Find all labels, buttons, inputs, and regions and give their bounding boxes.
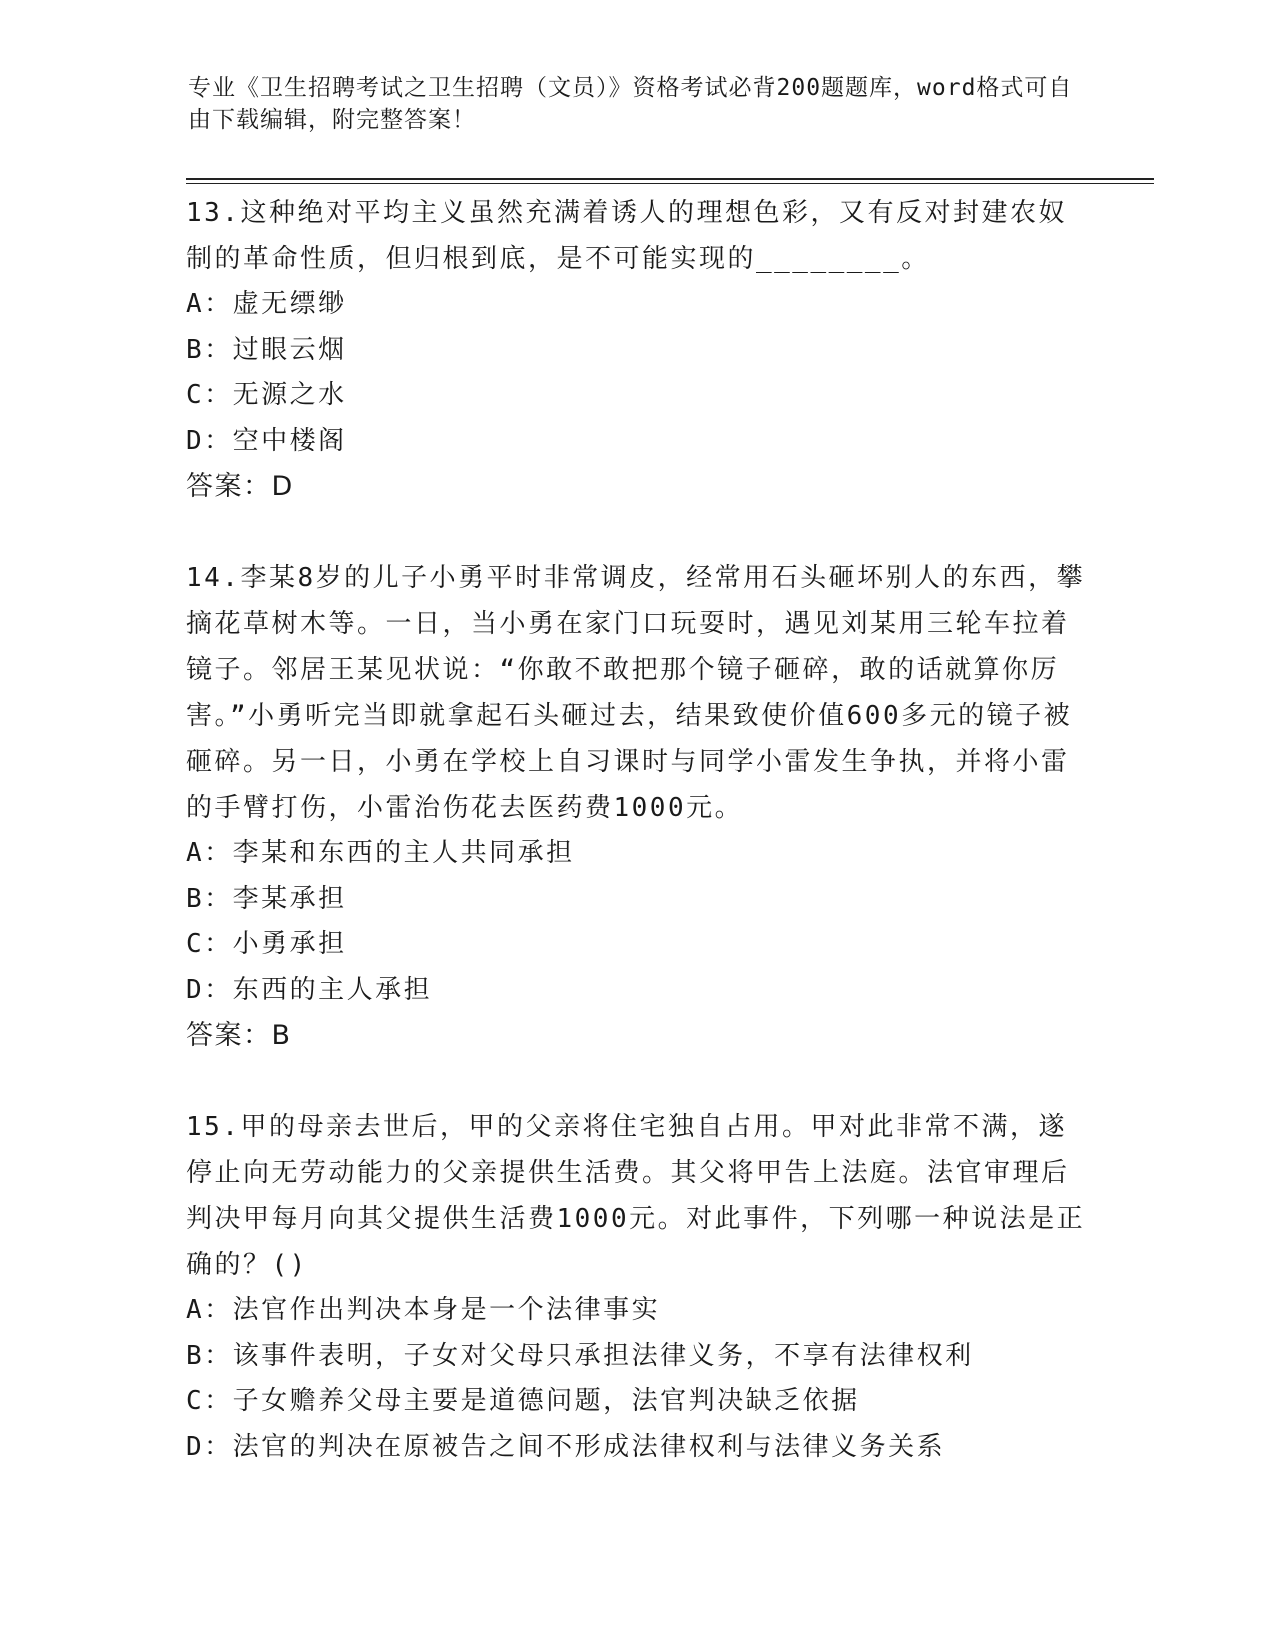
option-d: D：空中楼阁 <box>186 425 347 456</box>
option-a: A：法官作出判决本身是一个法律事实 <box>186 1295 661 1325</box>
option-d: D：法官的判决在原被告之间不形成法律权利与法律义务关系 <box>186 1431 946 1462</box>
option-c: C：无源之水 <box>186 380 347 410</box>
question-stem: 13.这种绝对平均主义虽然充满着诱人的理想色彩，又有反对封建农奴制的革命性质，但归根到底，是不可能实现的________。 <box>186 198 1067 274</box>
question-stem: 15.甲的母亲去世后，甲的父亲将住宅独自占用。甲对此非常不满，遂停止向无劳动能力的父亲提供生活费。其父将甲告上法庭。法官审理后判决甲每月向其父提供生活费1000元。对此事件，下列哪一种说法是正确的？() <box>186 1112 1086 1280</box>
option-b: B：该事件表明，子女对父母只承担法律义务，不享有法律权利 <box>186 1340 974 1371</box>
option-a: A：虚无缥缈 <box>186 289 347 319</box>
option-a: A：李某和东西的主人共同承担 <box>186 838 575 868</box>
answer-line: 答案：D <box>186 471 294 502</box>
document-header: 专业《卫生招聘考试之卫生招聘（文员）》资格考试必背200题题库，word格式可自由下载编辑，附完整答案！ <box>188 75 1073 133</box>
question-stem: 14.李某8岁的儿子小勇平时非常调皮，经常用石头砸坏别人的东西，攀摘花草树木等。一日，当小勇在家门口玩耍时，遇见刘某用三轮车拉着镜子。邻居王某见状说：“你敢不敢把那个镜子砸碎，敢的话就算你厉害。”小勇听完当即就拿起石头砸过去，结果致使价值600多元的镜子被砸碎。另一日，小勇在学校上自习课时与同学小雷发生争执，并将小雷的手臂打伤，小雷治伤花去医药费1000元。 <box>186 563 1086 823</box>
option-c: C：小勇承担 <box>186 929 347 959</box>
question-14 <box>186 555 1086 1059</box>
option-c: C：子女赡养父母主要是道德问题，法官判决缺乏依据 <box>186 1386 860 1416</box>
header-divider <box>186 178 1154 184</box>
question-15 <box>186 1104 1086 1470</box>
answer-line: 答案：B <box>186 1020 292 1051</box>
question-13 <box>186 190 1086 510</box>
option-b: B：李某承担 <box>186 883 347 914</box>
question-list <box>186 190 1086 1515</box>
option-d: D：东西的主人承担 <box>186 974 433 1005</box>
option-b: B：过眼云烟 <box>186 334 347 365</box>
